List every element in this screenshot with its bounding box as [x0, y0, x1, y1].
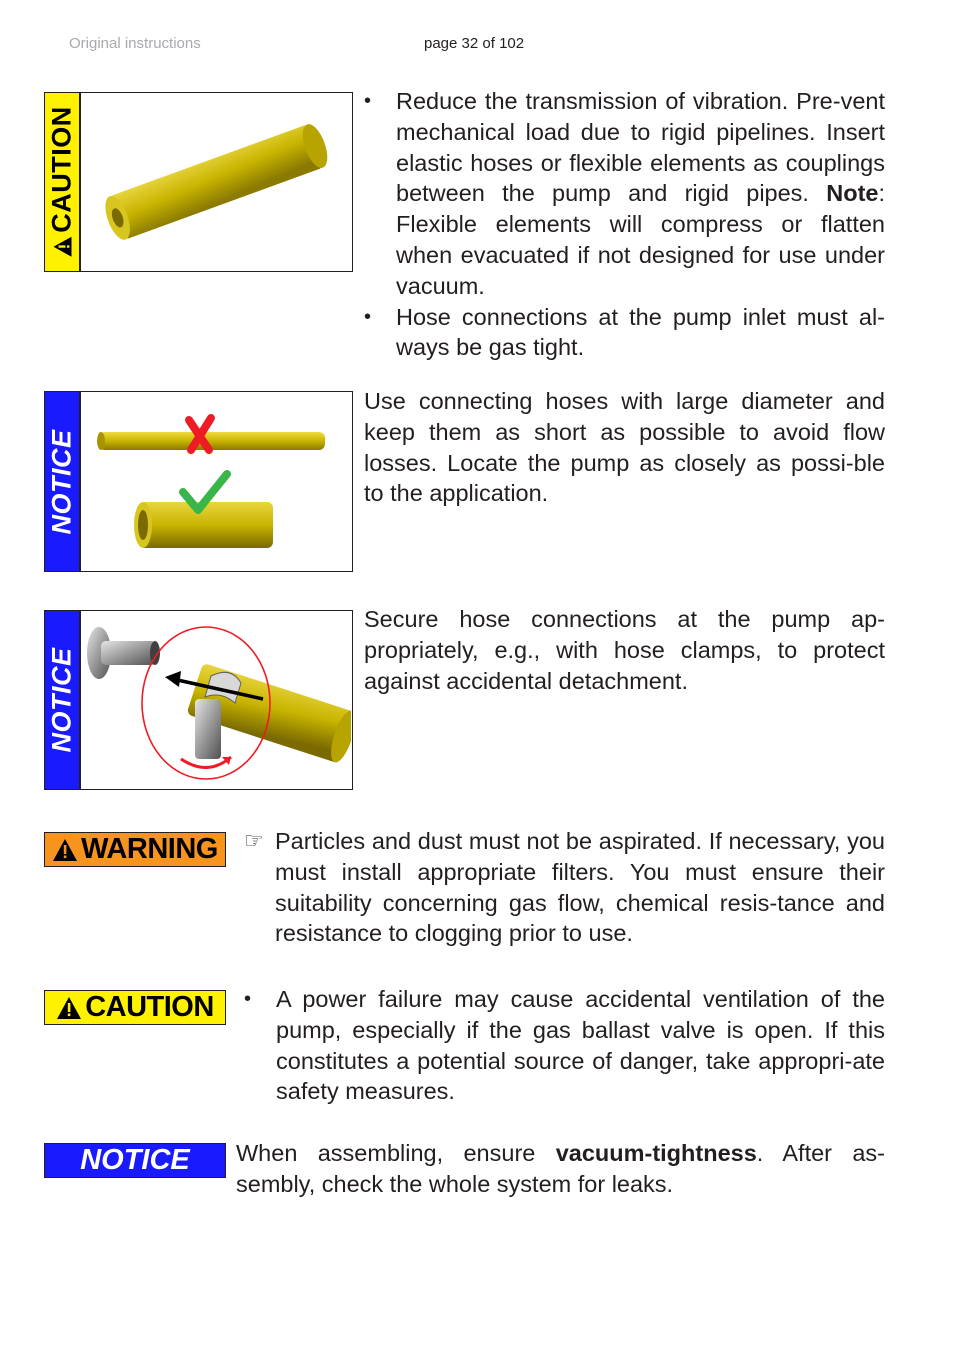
hose-clamp-illustration — [81, 611, 351, 788]
header-document-label: Original instructions — [69, 35, 201, 52]
note-label: Note — [826, 180, 879, 207]
notice-badge — [44, 1143, 226, 1178]
hose-nozzle — [101, 641, 156, 665]
section-vibration-text — [364, 86, 885, 363]
vibration-text: Reduce the transmission of vibration. Pre-vent mechanical load due to rigid pipelines. Insert elastic hoses or flexible elements as couplings between the pump and rigid pipes. — [396, 88, 885, 207]
list-item — [364, 86, 885, 302]
power-failure-text: A power failure may cause accidental ventilation of the pump, especially if the gas ballast valve is open. If this constitutes a potential source of danger, take appropri-ate safety measures. — [276, 986, 885, 1105]
hand-pointer-icon: ☞ — [244, 828, 264, 853]
caution-badge-vertical — [44, 92, 80, 272]
gas-tight-text: Hose connections at the pump inlet must al-ways be gas tight. — [396, 303, 885, 361]
warning-triangle-icon — [56, 996, 82, 1020]
section-power-failure-text — [244, 984, 885, 1107]
warning-triangle-icon — [52, 838, 78, 862]
notice-badge-label: NOTICE — [46, 647, 77, 753]
caution-badge-label: CAUTION — [46, 106, 77, 233]
caution-badge — [44, 990, 226, 1025]
list-item — [244, 984, 885, 1107]
note-text: : Flexible elements will compress or flatten when evacuated if not designed for use under vacuum. — [396, 180, 886, 299]
assembly-text-before: When assembling, ensure — [236, 1140, 556, 1166]
figure-flexible-hose — [80, 92, 353, 272]
warning-badge — [44, 832, 226, 867]
list-item — [364, 302, 885, 364]
notice-badge-label: NOTICE — [46, 428, 77, 535]
figure-hose-clamp — [80, 610, 353, 790]
section-dust-text: Particles and dust must not be aspirated. If necessary, you must install appropriate filters. You must ensure their suitability concerning gas flow, chemical resis-tance and resistance to clogging prior to use. — [275, 828, 885, 947]
section-diameter-text: Use connecting hoses with large diameter and keep them as short as possible to avoid flow losses. Locate the pump as closely as possi-ble to the application. — [364, 388, 885, 507]
figure-hose-diameter — [80, 391, 353, 572]
vacuum-tightness-term: vacuum-tightness — [555, 1140, 757, 1166]
notice-badge-vertical — [44, 391, 80, 572]
hose-illustration — [81, 93, 351, 270]
assembly-text-after: . After as-sembly, check the whole system for leaks. — [236, 1140, 885, 1197]
thick-hose — [139, 502, 273, 548]
notice-badge-vertical — [44, 610, 80, 790]
section-assembly-text — [236, 1138, 885, 1200]
bullet-icon: • — [364, 305, 372, 328]
clamp-screw — [195, 699, 221, 759]
hose-diameter-illustration — [81, 392, 351, 570]
notice-badge-label: NOTICE — [80, 1144, 190, 1176]
section-clamp-text: Secure hose connections at the pump ap-propriately, e.g., with hose clamps, to protect against accidental detachment. — [364, 606, 885, 694]
caution-badge-label: CAUTION — [85, 991, 214, 1023]
page-number: page 32 of 102 — [424, 35, 525, 52]
warning-badge-label: WARNING — [81, 833, 218, 865]
bullet-icon: • — [364, 90, 372, 112]
bullet-icon: • — [244, 988, 252, 1010]
warning-triangle-icon — [53, 236, 73, 258]
